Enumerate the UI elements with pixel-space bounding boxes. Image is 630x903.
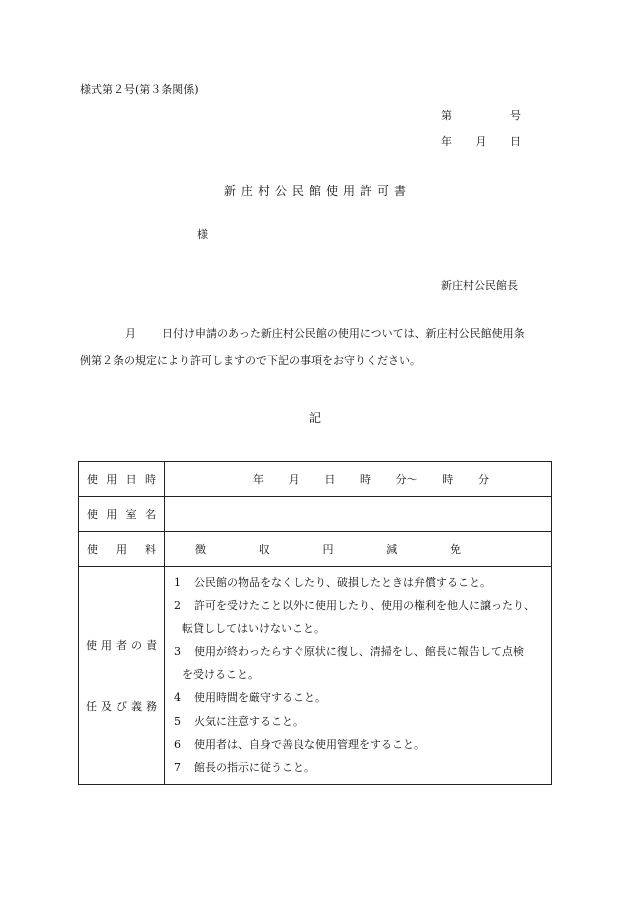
datetime-month: 月 — [288, 473, 300, 486]
body-line1-text: 日付け申請のあった新庄村公民館の使用については、新庄村公民館使用条 — [162, 327, 525, 340]
fee-exempt-2: 免 — [450, 543, 461, 556]
usage-fee-value — [165, 532, 552, 567]
date-day: 日 — [510, 135, 521, 148]
list-item-continuation: を受けること。 — [182, 668, 259, 682]
duties-label-line-2: 任及び義務 — [86, 699, 157, 713]
table-row — [79, 567, 552, 785]
usage-datetime-value — [165, 462, 552, 497]
number-prefix: 第 — [441, 109, 452, 122]
list-item: 7 館長の指示に従うこと。 — [174, 760, 315, 774]
body-text-line-1 — [125, 325, 525, 341]
fee-yen: 円 — [322, 543, 334, 556]
table-row — [79, 497, 552, 532]
list-item: 1 公民館の物品をなくしたり、破損したときは弁償すること。 — [174, 576, 491, 589]
list-item: 3 使用が終わったらすぐ原状に復し、清掃をし、館長に報告して点検 — [174, 645, 524, 659]
duties-label-line-1: 使用者の責 — [86, 638, 157, 652]
number-suffix: 号 — [510, 109, 521, 122]
table-row — [79, 532, 552, 567]
fee-exempt-1: 減 — [386, 543, 398, 556]
document-number-line — [441, 107, 521, 123]
datetime-end-minute: 分 — [477, 473, 489, 486]
duties-list — [165, 567, 552, 785]
room-name-value — [165, 497, 552, 532]
permit-details-table — [78, 461, 552, 785]
issue-date-line — [441, 133, 521, 149]
issuer-name: 新庄村公民館長 — [441, 279, 518, 292]
datetime-start-hour: 時 — [359, 473, 371, 486]
usage-datetime-label: 使用日時 — [79, 462, 165, 497]
list-item: 2 許可を受けたこと以外に使用したり、使用の権利を他人に譲ったり、 — [174, 599, 535, 613]
form-number-label: 様式第２号(第３条関係) — [80, 83, 199, 96]
list-item: 6 使用者は、自身で善良な使用管理をすること。 — [174, 737, 425, 751]
body-month-label: 月 — [125, 327, 136, 340]
addressee-suffix: 様 — [197, 228, 208, 241]
fee-collect-2: 収 — [258, 543, 270, 556]
datetime-start-minute: 分～ — [395, 473, 418, 486]
body-text-line-2: 例第２条の規定により許可しますので下記の事項をお守りください。 — [80, 354, 421, 367]
date-year: 年 — [441, 135, 452, 148]
duties-label — [79, 567, 165, 785]
datetime-year: 年 — [253, 473, 264, 486]
date-month: 月 — [475, 135, 487, 148]
document-title: 新庄村公民館使用許可書 — [223, 184, 411, 198]
list-item-continuation: 転貸ししてはいけないこと。 — [182, 622, 325, 636]
table-row — [79, 462, 552, 497]
room-name-label: 使用室名 — [79, 497, 165, 532]
fee-collect-1: 徴 — [195, 543, 206, 556]
list-item: 5 火気に注意すること。 — [174, 714, 304, 728]
ki-heading: 記 — [308, 411, 321, 425]
usage-fee-label: 使用料 — [79, 532, 165, 567]
datetime-end-hour: 時 — [442, 473, 454, 486]
list-item: 4 使用時間を厳守すること。 — [174, 691, 326, 705]
datetime-day: 日 — [324, 473, 336, 486]
